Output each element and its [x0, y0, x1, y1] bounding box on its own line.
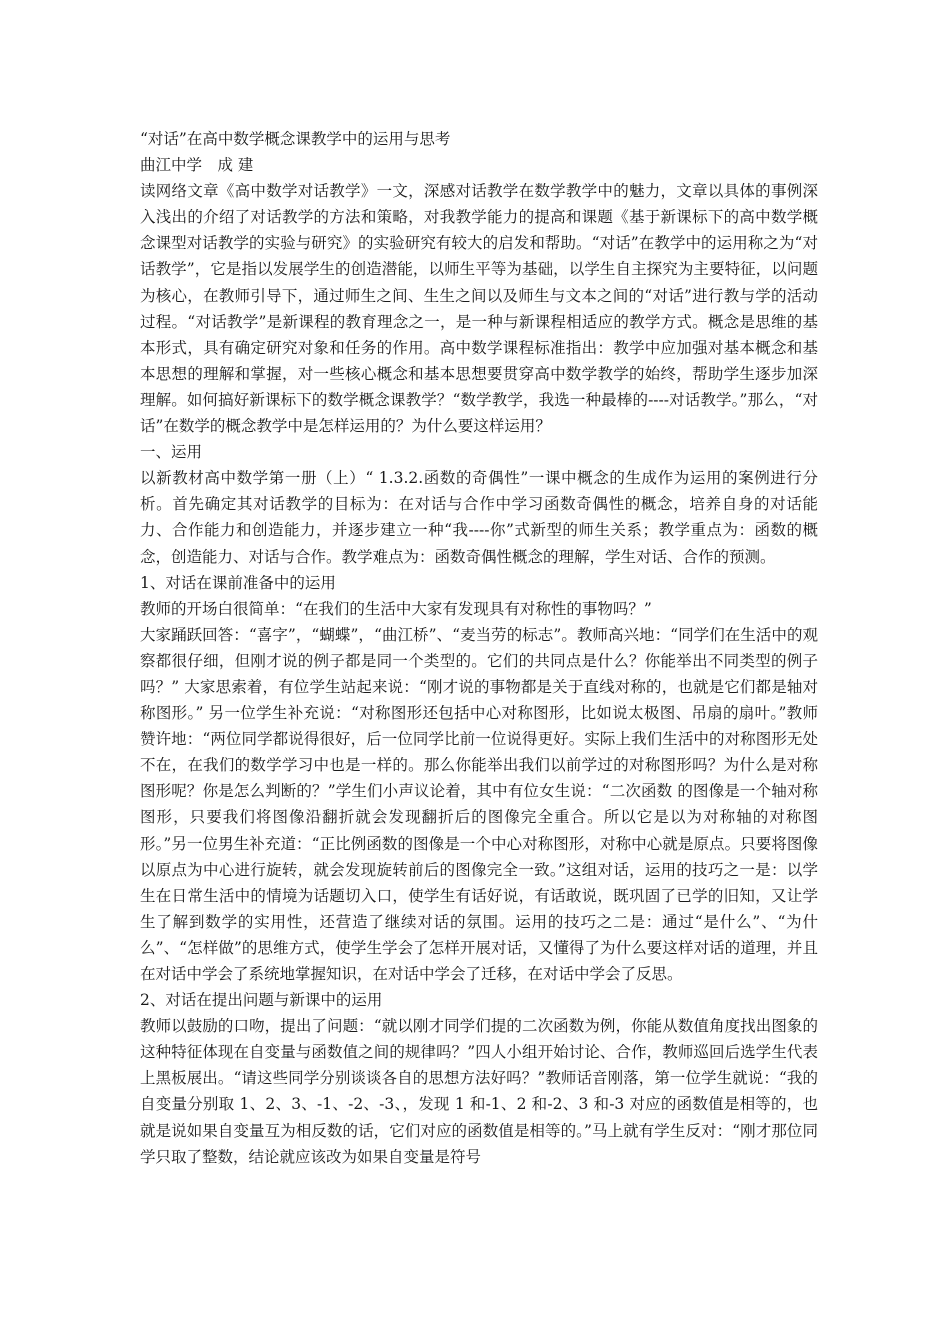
paragraph-dialogue: 大家踊跃回答：“喜字”，“蝴蝶”，“曲江桥”、“麦当劳的标志”。教师高兴地：“同学们在生活中的观察都很仔细，但刚才说的例子都是同一个类型的。它们的共同点是什么？你能举出不同类型的例子吗？” 大家思索着，有位学生站起来说：“刚才说的事物都是关于直线对称的，也就是它们都是轴对称图形。” 另一位学生补充说：“对称图形还包括中心对称图形，比如说太极图、吊扇的扇叶。”教师赞许地：“两位同学都说得很好，后一位同学比前一位说得更好。实际上我们生活中的对称图形无处不在，在我们的数学学习中也是一样的。那么你能举出我们以前学过的对称图形吗？为什么是对称图形呢？你是怎么判断的？”学生们小声议论着，其中有位女生说：“二次函数 的图像是一个轴对称图形，只要我们将图像沿翻折就会发现翻折后的图像完全重合。所以它是以为对称轴的对称图形。”另一位男生补充道：“正比例函数的图像是一个中心对称图形，对称中心就是原点。只要将图像以原点为中心进行旋转，就会发现旋转前后的图像完全一致。”这组对话，运用的技巧之一是：以学生在日常生活中的情境为话题切入口，使学生有话好说，有话敢说，既巩固了已学的旧知，又让学生了解到数学的实用性，还营造了继续对话的氛围。运用的技巧之二是：通过“是什么”、“为什么”、“怎样做”的思维方式，使学生学会了怎样开展对话，又懂得了为什么要这样对话的道理，并且在对话中学会了系统地掌握知识，在对话中学会了迁移，在对话中学会了反思。	[140, 625, 818, 983]
paragraph-opening: 教师的开场白很简单：“在我们的生活中大家有发现具有对称性的事物吗？”	[140, 599, 652, 618]
subsection-heading: 1、对话在课前准备中的运用	[140, 573, 336, 592]
document-page	[140, 126, 818, 1170]
section-heading: 一、运用	[140, 443, 203, 462]
paragraph-questions: 教师以鼓励的口吻，提出了问题：“就以刚才同学们提的二次函数为例，你能从数值角度找出图象的这种特征体现在自变量与函数值之间的规律吗？”四人小组开始讨论、合作，教师巡回后选学生代表上黑板展出。“请这些同学分别谈谈各自的思想方法好吗？”教师话音刚落，第一位学生就说：“我的自变量分别取 1、2、3、-1、-2、-3、，发现 1 和-1、2 和-2、3 和-3 对应的函数值是相等的，也就是说如果自变量互为相反数的话，它们对应的函数值是相等的。”马上就有学生反对：“刚才那位同学只取了整数，结论就应该改为如果自变量是符号	[140, 1017, 818, 1166]
paragraph-case: 以新教材高中数学第一册（上）“ 1.3.2.函数的奇偶性”一课中概念的生成作为运用的案例进行分析。首先确定其对话教学的目标为：在对话与合作中学习函数奇偶性的概念，培养自身的对话能力、合作能力和创造能力，并逐步建立一种“我----你”式新型的师生关系；教学重点为：函数的概念，创造能力、对话与合作。教学难点为：函数奇偶性概念的理解，学生对话、合作的预测。	[140, 469, 818, 566]
document-title: “对话”在高中数学概念课教学中的运用与思考	[140, 130, 451, 148]
author-line: 曲江中学 成 建	[140, 156, 254, 175]
paragraph-intro: 读网络文章《高中数学对话教学》一文，深感对话教学在数学教学中的魅力，文章以具体的事例深入浅出的介绍了对话教学的方法和策略，对我教学能力的提高和课题《基于新课标下的高中数学概念课型对话教学的实验与研究》的实验研究有较大的启发和帮助。“对话”在教学中的运用称之为“对话教学”，它是指以发展学生的创造潜能，以师生平等为基础，以学生自主探究为主要特征，以问题为核心，在教师引导下，通过师生之间、生生之间以及师生与文本之间的“对话”进行教与学的活动过程。“对话教学”是新课程的教育理念之一，是一种与新课程相适应的教学方式。概念是思维的基本形式，具有确定研究对象和任务的作用。高中数学课程标准指出：教学中应加强对基本概念和基本思想的理解和掌握，对一些核心概念和基本思想要贯穿高中数学教学的始终，帮助学生逐步加深理解。如何搞好新课标下的数学概念课教学？“数学教学，我选一种最棒的----对话教学。”那么，“对话”在数学的概念教学中是怎样运用的？为什么要这样运用？	[140, 182, 818, 436]
subsection-heading: 2、对话在提出问题与新课中的运用	[140, 991, 383, 1010]
